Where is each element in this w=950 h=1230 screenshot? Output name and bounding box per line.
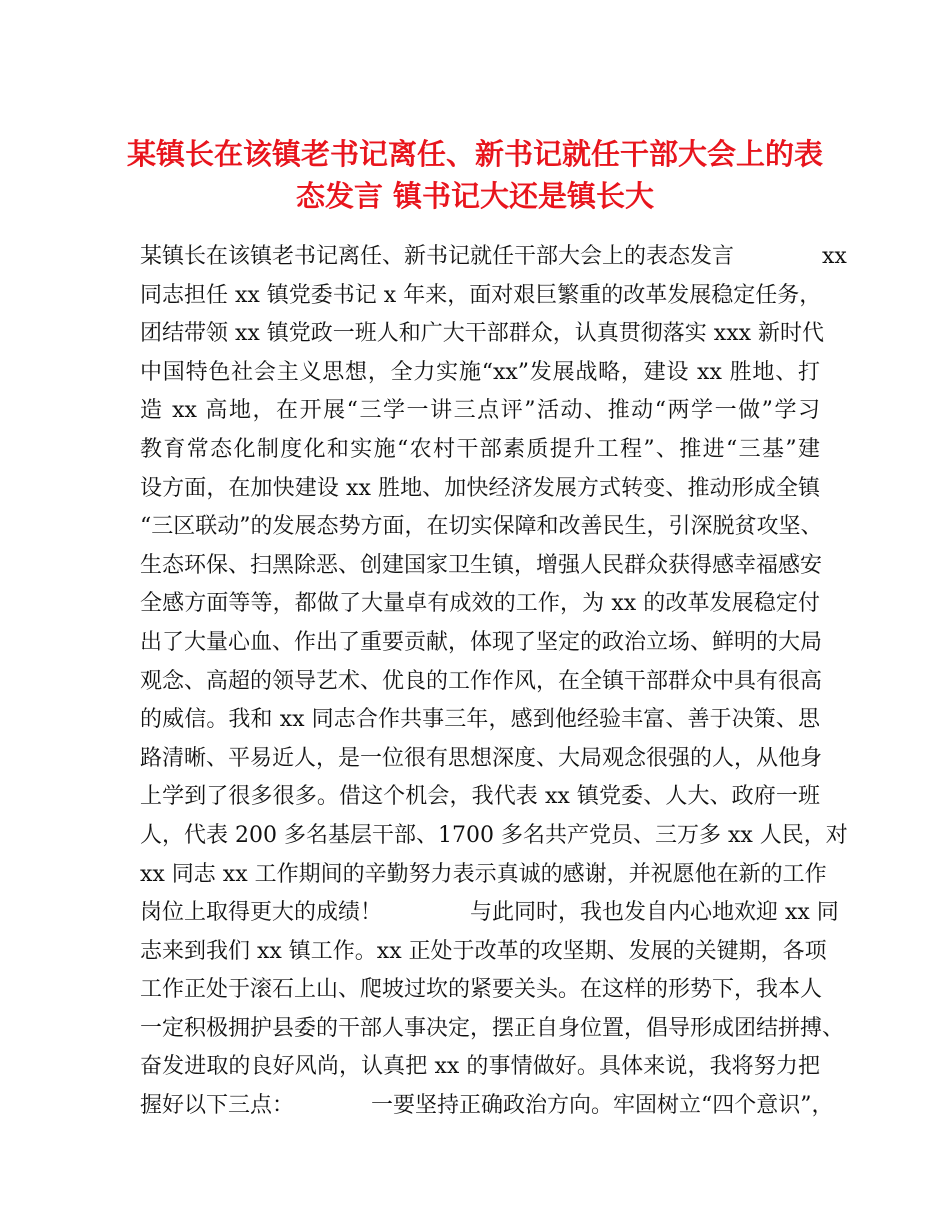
body-line: 同志担任 xx 镇党委书记 x 年来，面对艰巨繁重的改革发展稳定任务， <box>140 282 822 308</box>
body-line: 人，代表 200 多名基层干部、1700 多名共产党员、三万多 xx 人民，对 <box>140 822 848 848</box>
body-line: 工作正处于滚石上山、爬坡过坎的紧要关头。在这样的形势下，我本人 <box>140 977 823 1003</box>
body-line: 教育常态化制度化和实施“农村干部素质提升工程”、推进“三基”建 <box>140 436 820 462</box>
body-line: 上学到了很多很多。借这个机会，我代表 xx 镇党委、人大、政府一班 <box>140 784 820 810</box>
body-line: 团结带领 xx 镇党政一班人和广大干部群众，认真贯彻落实 xxx 新时代 <box>140 321 825 347</box>
body-line: 握好以下三点： 一要坚持正确政治方向。牢固树立“四个意识”， <box>140 1093 834 1119</box>
body-line: 一定积极拥护县委的干部人事决定，摆正自身位置，倡导形成团结拼搏、 <box>140 1015 845 1041</box>
body-line: 岗位上取得更大的成绩！ 与此同时，我也发自内心地欢迎 xx 同 <box>140 900 839 926</box>
body-line: 路清晰、平易近人，是一位很有思想深度、大局观念很强的人，从他身 <box>140 745 823 771</box>
body-line: 出了大量心血、作出了重要贡献，体现了坚定的政治立场、鲜明的大局 <box>140 629 823 655</box>
body-line: 观念、高超的领导艺术、优良的工作作风，在全镇干部群众中具有很高 <box>140 668 823 694</box>
body-line: 造 xx 高地，在开展“三学一讲三点评”活动、推动“两学一做”学习 <box>140 398 820 424</box>
body-line: 奋发进取的良好风尚，认真把 xx 的事情做好。具体来说，我将努力把 <box>140 1054 820 1080</box>
body-line: 设方面，在加快建设 xx 胜地、加快经济发展方式转变、推动形成全镇 <box>140 475 820 501</box>
body-line: “三区联动”的发展态势方面，在切实保障和改善民生，引深脱贫攻坚、 <box>140 514 823 540</box>
document-title-line-2: 态发言 镇书记大还是镇长大 <box>295 179 655 213</box>
body-line: 某镇长在该镇老书记离任、新书记就任干部大会上的表态发言 xx <box>140 244 847 269</box>
body-line: 中国特色社会主义思想，全力实施“xx”发展战略，建设 xx 胜地、打 <box>140 359 820 385</box>
body-line: 生态环保、扫黑除恶、创建国家卫生镇，增强人民群众获得感幸福感安 <box>140 552 823 578</box>
document-title-line-1: 某镇长在该镇老书记离任、新书记就任干部大会上的表 <box>126 137 823 171</box>
body-line: xx 同志 xx 工作期间的辛勤努力表示真诚的感谢，并祝愿他在新的工作 <box>140 861 827 887</box>
document-body <box>140 238 848 1126</box>
body-line: 全感方面等等，都做了大量卓有成效的工作，为 xx 的改革发展稳定付 <box>140 591 820 617</box>
body-line: 的威信。我和 xx 同志合作共事三年，感到他经验丰富、善于决策、思 <box>140 707 820 733</box>
body-line: 志来到我们 xx 镇工作。xx 正处于改革的攻坚期、发展的关键期，各项 <box>140 938 827 964</box>
